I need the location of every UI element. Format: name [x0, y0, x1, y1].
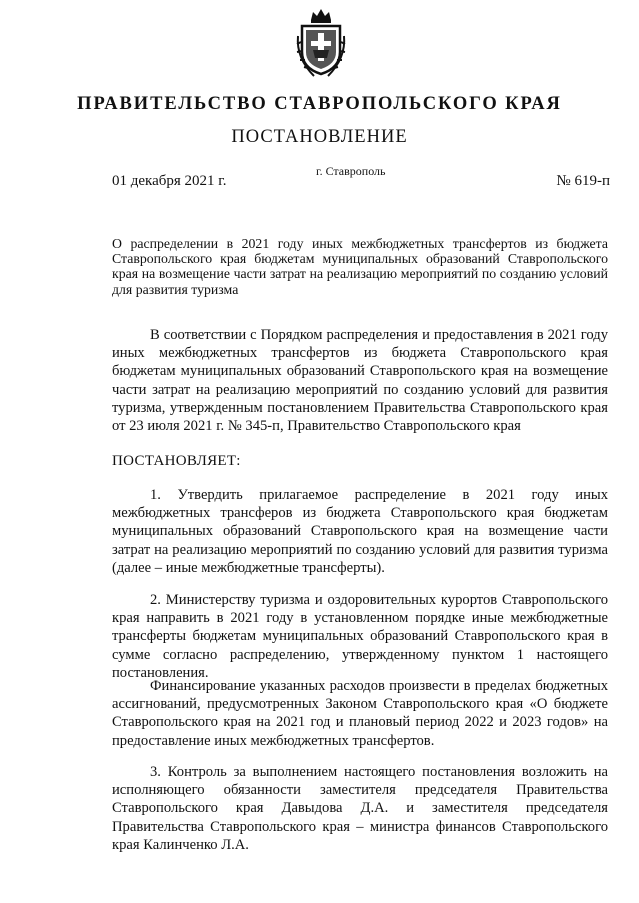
paragraph-1: 1. Утвердить прилагаемое распределение в 2021 году иных межбюджетных трансферов из бюджета Ставропольского края бюджетам муниципальных образований Ставропольского края на возмещение части затрат на реализацию мероприятий по созданию условий для развития туризма (далее – иные межбюджетные трансферты).	[112, 487, 608, 576]
document-city: г. Ставрополь	[316, 164, 386, 178]
decree-label: ПОСТАНОВЛЯЕТ:	[112, 453, 241, 469]
document-date: 01 декабря 2021 г.	[112, 173, 227, 189]
document-number: № 619-п	[556, 173, 610, 189]
organization-title: ПРАВИТЕЛЬСТВО СТАВРОПОЛЬСКОГО КРАЯ	[77, 94, 562, 114]
paragraph-2: 2. Министерству туризма и оздоровительных курортов Ставропольского края направить в 2021 году в установленном порядке иные межбюджетные трансферты бюджетам муниципальных образований Ставропольского края в сумме согласно распределению, утвержденному пунктом 1 настоящего постановления.	[112, 592, 608, 681]
coat-of-arms-emblem	[294, 6, 348, 78]
preamble-paragraph: В соответствии с Порядком распределения и предоставления в 2021 году иных межбюджетных трансфертов из бюджета Ставропольского края бюджетам муниципальных образований Ставропольского края на возмещение части затрат на реализацию мероприятий по созданию условий для развития туризма, утвержденным постановлением Правительства Ставропольского края от 23 июля 2021 г. № 345-п, Правительство Ставропольского края	[112, 327, 608, 435]
paragraph-2-financing: Финансирование указанных расходов произвести в пределах бюджетных ассигнований, предусмотренных Законом Ставропольского края «О бюджете Ставропольского края на 2021 год и плановый период 2022 и 2023 годов» на предоставление иных межбюджетных трансфертов.	[112, 678, 608, 749]
document-type: ПОСТАНОВЛЕНИЕ	[231, 127, 408, 147]
paragraph-3: 3. Контроль за выполнением настоящего постановления возложить на исполняющего обязанности заместителя председателя Правительства Ставропольского края Давыдова Д.А. и заместителя председателя Правительства Ставропольского края – министра финансов Ставропольского края Калинченко Л.А.	[112, 764, 608, 853]
document-subject: О распределении в 2021 году иных межбюджетных трансфертов из бюджета Ставропольского края бюджетам муниципальных образований Ставропольского края на возмещение части затрат на реализацию мероприятий по созданию условий для развития туризма	[112, 236, 608, 297]
